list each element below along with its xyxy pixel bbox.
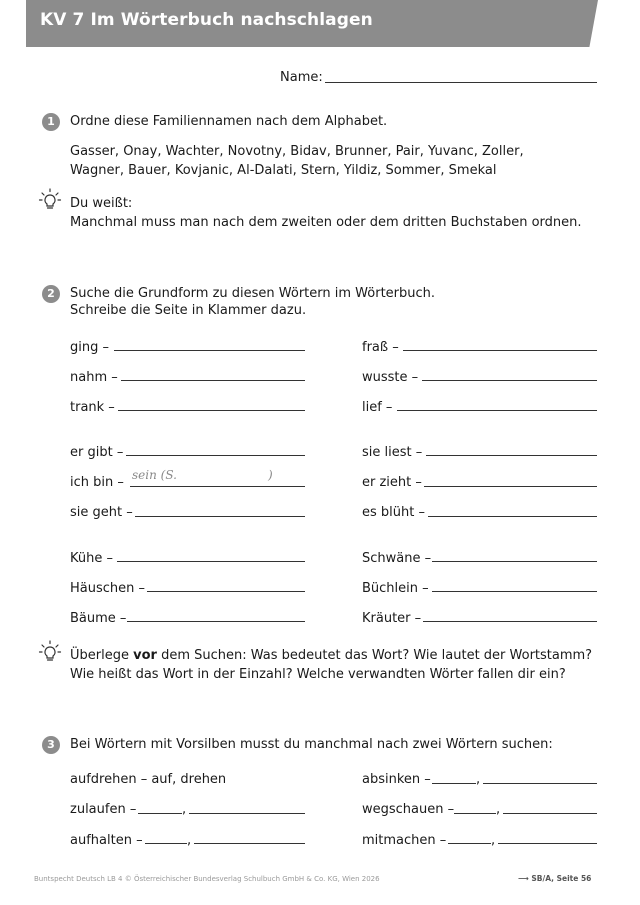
answer-line[interactable] — [454, 813, 496, 814]
tip-1-text: Manchmal muss man nach dem zweiten oder dem dritten Buchstaben ordnen. — [70, 215, 582, 230]
answer-line[interactable] — [147, 591, 305, 592]
word-label: er gibt – — [70, 445, 124, 460]
word-label: zulaufen – — [70, 802, 137, 817]
word-label: absinken – — [362, 772, 431, 787]
answer-line[interactable] — [126, 455, 305, 456]
task-1-instruction: Ordne diese Familiennamen nach dem Alphabet. — [70, 114, 388, 129]
lightbulb-icon — [38, 188, 62, 212]
page-title: KV 7 Im Wörterbuch nachschlagen — [40, 10, 373, 30]
task-1-names-line2: Wagner, Bauer, Kovjanic, Al-Dalati, Stern, Yildiz, Sommer, Smekal — [70, 163, 497, 178]
word-label: fraß – — [362, 340, 399, 355]
task-3-number: 3 — [42, 736, 60, 754]
tip-2-line1 — [70, 648, 592, 663]
task-2-instruction-line1: Suche die Grundform zu diesen Wörtern im Wörterbuch. — [70, 286, 436, 301]
handwritten-example-close: ) — [268, 468, 273, 482]
answer-line[interactable] — [117, 561, 305, 562]
answer-line[interactable] — [432, 591, 597, 592]
word-label: trank – — [70, 400, 115, 415]
comma: , — [182, 802, 187, 817]
answer-line[interactable] — [114, 350, 305, 351]
answer-line[interactable] — [397, 410, 597, 411]
word-label: Schwäne – — [362, 551, 432, 566]
tip-2-line1-start: Überlege — [70, 648, 134, 663]
answer-line[interactable] — [423, 621, 597, 622]
word-label: wegschauen – — [362, 802, 455, 817]
word-label: aufhalten – — [70, 833, 143, 848]
answer-line[interactable] — [498, 843, 597, 844]
answer-line[interactable] — [121, 380, 305, 381]
word-label: es blüht – — [362, 505, 425, 520]
answer-line[interactable] — [483, 783, 597, 784]
name-label: Name: — [280, 70, 323, 85]
word-label: sie geht – — [70, 505, 133, 520]
word-label: Büchlein – — [362, 581, 429, 596]
task-2-instruction-line2: Schreibe die Seite in Klammer dazu. — [70, 303, 307, 318]
answer-line[interactable] — [118, 410, 305, 411]
answer-line[interactable] — [432, 561, 597, 562]
task-2-number: 2 — [42, 285, 60, 303]
tip-2-line2: Wie heißt das Wort in der Einzahl? Welche verwandten Wörter fallen dir ein? — [70, 667, 566, 682]
answer-line[interactable] — [424, 486, 597, 487]
tip-1-title: Du weißt: — [70, 196, 133, 211]
word-label: lief – — [362, 400, 393, 415]
answer-line[interactable] — [145, 843, 187, 844]
comma: , — [187, 833, 192, 848]
answer-line[interactable] — [503, 813, 597, 814]
answer-line[interactable] — [426, 455, 597, 456]
answer-line[interactable] — [138, 813, 182, 814]
task-1-names-line1: Gasser, Onay, Wachter, Novotny, Bidav, Brunner, Pair, Yuvanc, Zoller, — [70, 144, 524, 159]
answer-line[interactable] — [135, 516, 305, 517]
word-label: Häuschen – — [70, 581, 146, 596]
task-3-instruction: Bei Wörtern mit Vorsilben musst du manchmal nach zwei Wörtern suchen: — [70, 737, 553, 752]
answer-line[interactable] — [448, 843, 491, 844]
word-label: nahm – — [70, 370, 118, 385]
word-label: ging – — [70, 340, 109, 355]
answer-line[interactable] — [189, 813, 305, 814]
answer-line[interactable] — [403, 350, 597, 351]
tip-2-line1-end: dem Suchen: Was bedeutet das Wort? Wie lautet der Wortstamm? — [156, 648, 593, 663]
tip-2-emphasis: vor — [133, 648, 157, 663]
comma: , — [496, 802, 501, 817]
footer-reference: ⟶ SB/A, Seite 56 — [518, 874, 592, 883]
word-label: Kräuter – — [362, 611, 422, 626]
lightbulb-icon — [38, 640, 62, 664]
handwritten-example: sein (S. — [132, 468, 177, 482]
comma: , — [491, 833, 496, 848]
task-1-number: 1 — [42, 113, 60, 131]
word-label: ich bin – — [70, 475, 124, 490]
word-label: Bäume – — [70, 611, 127, 626]
footer-copyright: Buntspecht Deutsch LB 4 © Österreichischer Bundesverlag Schulbuch GmbH & Co. KG, Wien 2026 — [34, 875, 380, 883]
word-label: wusste – — [362, 370, 419, 385]
word-label: sie liest – — [362, 445, 423, 460]
answer-line[interactable] — [194, 843, 305, 844]
word-label: Kühe – — [70, 551, 113, 566]
answer-line[interactable] — [127, 621, 305, 622]
answer-line[interactable] — [130, 486, 305, 487]
name-field[interactable] — [325, 82, 597, 83]
answer-line[interactable] — [422, 380, 597, 381]
word-label: er zieht – — [362, 475, 422, 490]
word-label: mitmachen – — [362, 833, 447, 848]
answer-line[interactable] — [432, 783, 476, 784]
answer-line[interactable] — [428, 516, 597, 517]
task-3-example: aufdrehen – auf, drehen — [70, 772, 227, 787]
comma: , — [476, 772, 481, 787]
